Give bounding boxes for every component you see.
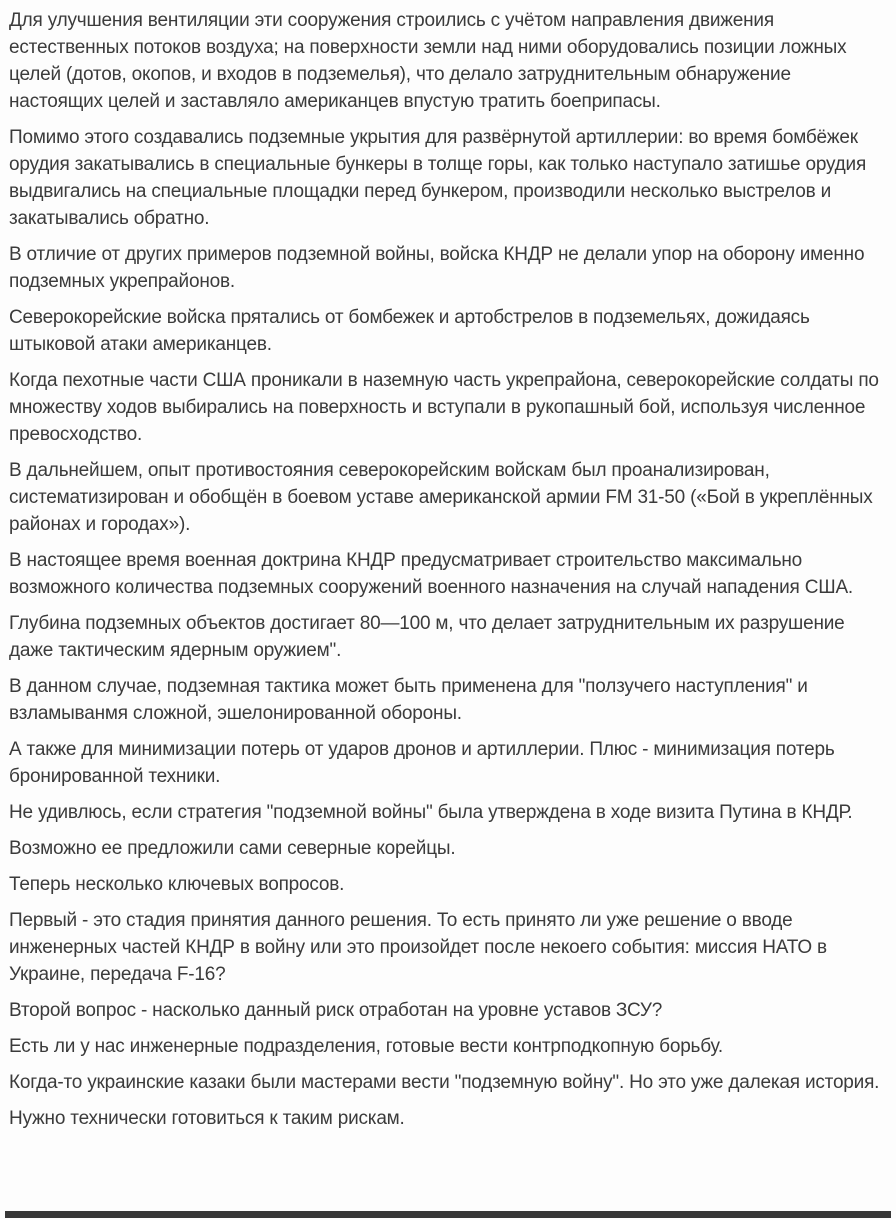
paragraph-engineer-units: Есть ли у нас инженерные подразделения, готовые вести контрподкопную борьбу. [9, 1036, 723, 1057]
paragraph-dprk-difference: В отличие от других примеров подземной войны, войска КНДР не делали упор на оборону именно подземных укрепрайонов. [9, 244, 865, 292]
paragraph-depth: Глубина подземных объектов достигает 80—100 м, что делает затруднительным их разрушение даже тактическим ядерным оружием". [9, 613, 845, 661]
paragraph-key-questions: Теперь несколько ключевых вопросов. [9, 874, 345, 895]
paragraph-ventilation: Для улучшения вентиляции эти сооружения строились с учётом направления движения естественных потоков воздуха; на поверхности земли над ними оборудовались позиции ложных целей (дотов, окопов, и входов в подземелья), что делало затруднительным обнаружение настоящих целей и заставляло американцев впустую тратить боеприпасы. [9, 10, 847, 112]
paragraph-second-question: Второй вопрос - насколько данный риск отработан на уровне уставов ЗСУ? [9, 1000, 663, 1021]
paragraph-fm-31-50: В дальнейшем, опыт противостояния северокорейским войскам был проанализирован, систематизирован и обобщён в боевом уставе американской армии FM 31-50 («Бой в укреплённых районах и городах»). [9, 460, 873, 535]
paragraph-current-doctrine: В настоящее время военная доктрина КНДР предусматривает строительство максимально возможного количества подземных сооружений военного назначения на случай нападения США. [9, 550, 854, 598]
paragraph-creeping-offensive: В данном случае, подземная тактика может быть применена для "ползучего наступления" и взламыванмя сложной, эшелонированной обороны. [9, 676, 808, 724]
paragraph-loss-minimization: А также для минимизации потерь от ударов дронов и артиллерии. Плюс - минимизация потерь бронированной техники. [9, 739, 835, 787]
paragraph-hiding-troops: Северокорейские войска прятались от бомбежек и артобстрелов в подземельях, дожидаясь штыковой атаки американцев. [9, 307, 810, 355]
paragraph-putin-visit: Не удивлюсь, если стратегия "подземной войны" была утверждена в ходе визита Путина в КНДР. [9, 802, 853, 823]
paragraph-artillery-shelters: Помимо этого создавались подземные укрытия для развёрнутой артиллерии: во время бомбёжек орудия закатывались в специальные бункеры в толще горы, как только наступало затишье орудия выдвигались на специальные площадки перед бункером, производили несколько выстрелов и закатывались обратно. [9, 127, 867, 229]
paragraph-cossacks: Когда-то украинские казаки были мастерами вести "подземную войну". Но это уже далекая история. [9, 1072, 880, 1093]
bottom-divider-bar [5, 1211, 891, 1218]
paragraph-first-question: Первый - это стадия принятия данного решения. То есть принято ли уже решение о вводе инженерных частей КНДР в войну или это произойдет после некоего события: миссия НАТО в Украине, передача F-16? [9, 910, 827, 985]
paragraph-conclusion: Нужно технически готовиться к таким рискам. [9, 1108, 405, 1129]
paragraph-us-infantry: Когда пехотные части США проникали в наземную часть укрепрайона, северокорейские солдаты по множеству ходов выбирались на поверхность и вступали в рукопашный бой, используя численное превосходство. [9, 370, 879, 445]
paragraph-koreans-proposal: Возможно ее предложили сами северные корейцы. [9, 838, 456, 859]
